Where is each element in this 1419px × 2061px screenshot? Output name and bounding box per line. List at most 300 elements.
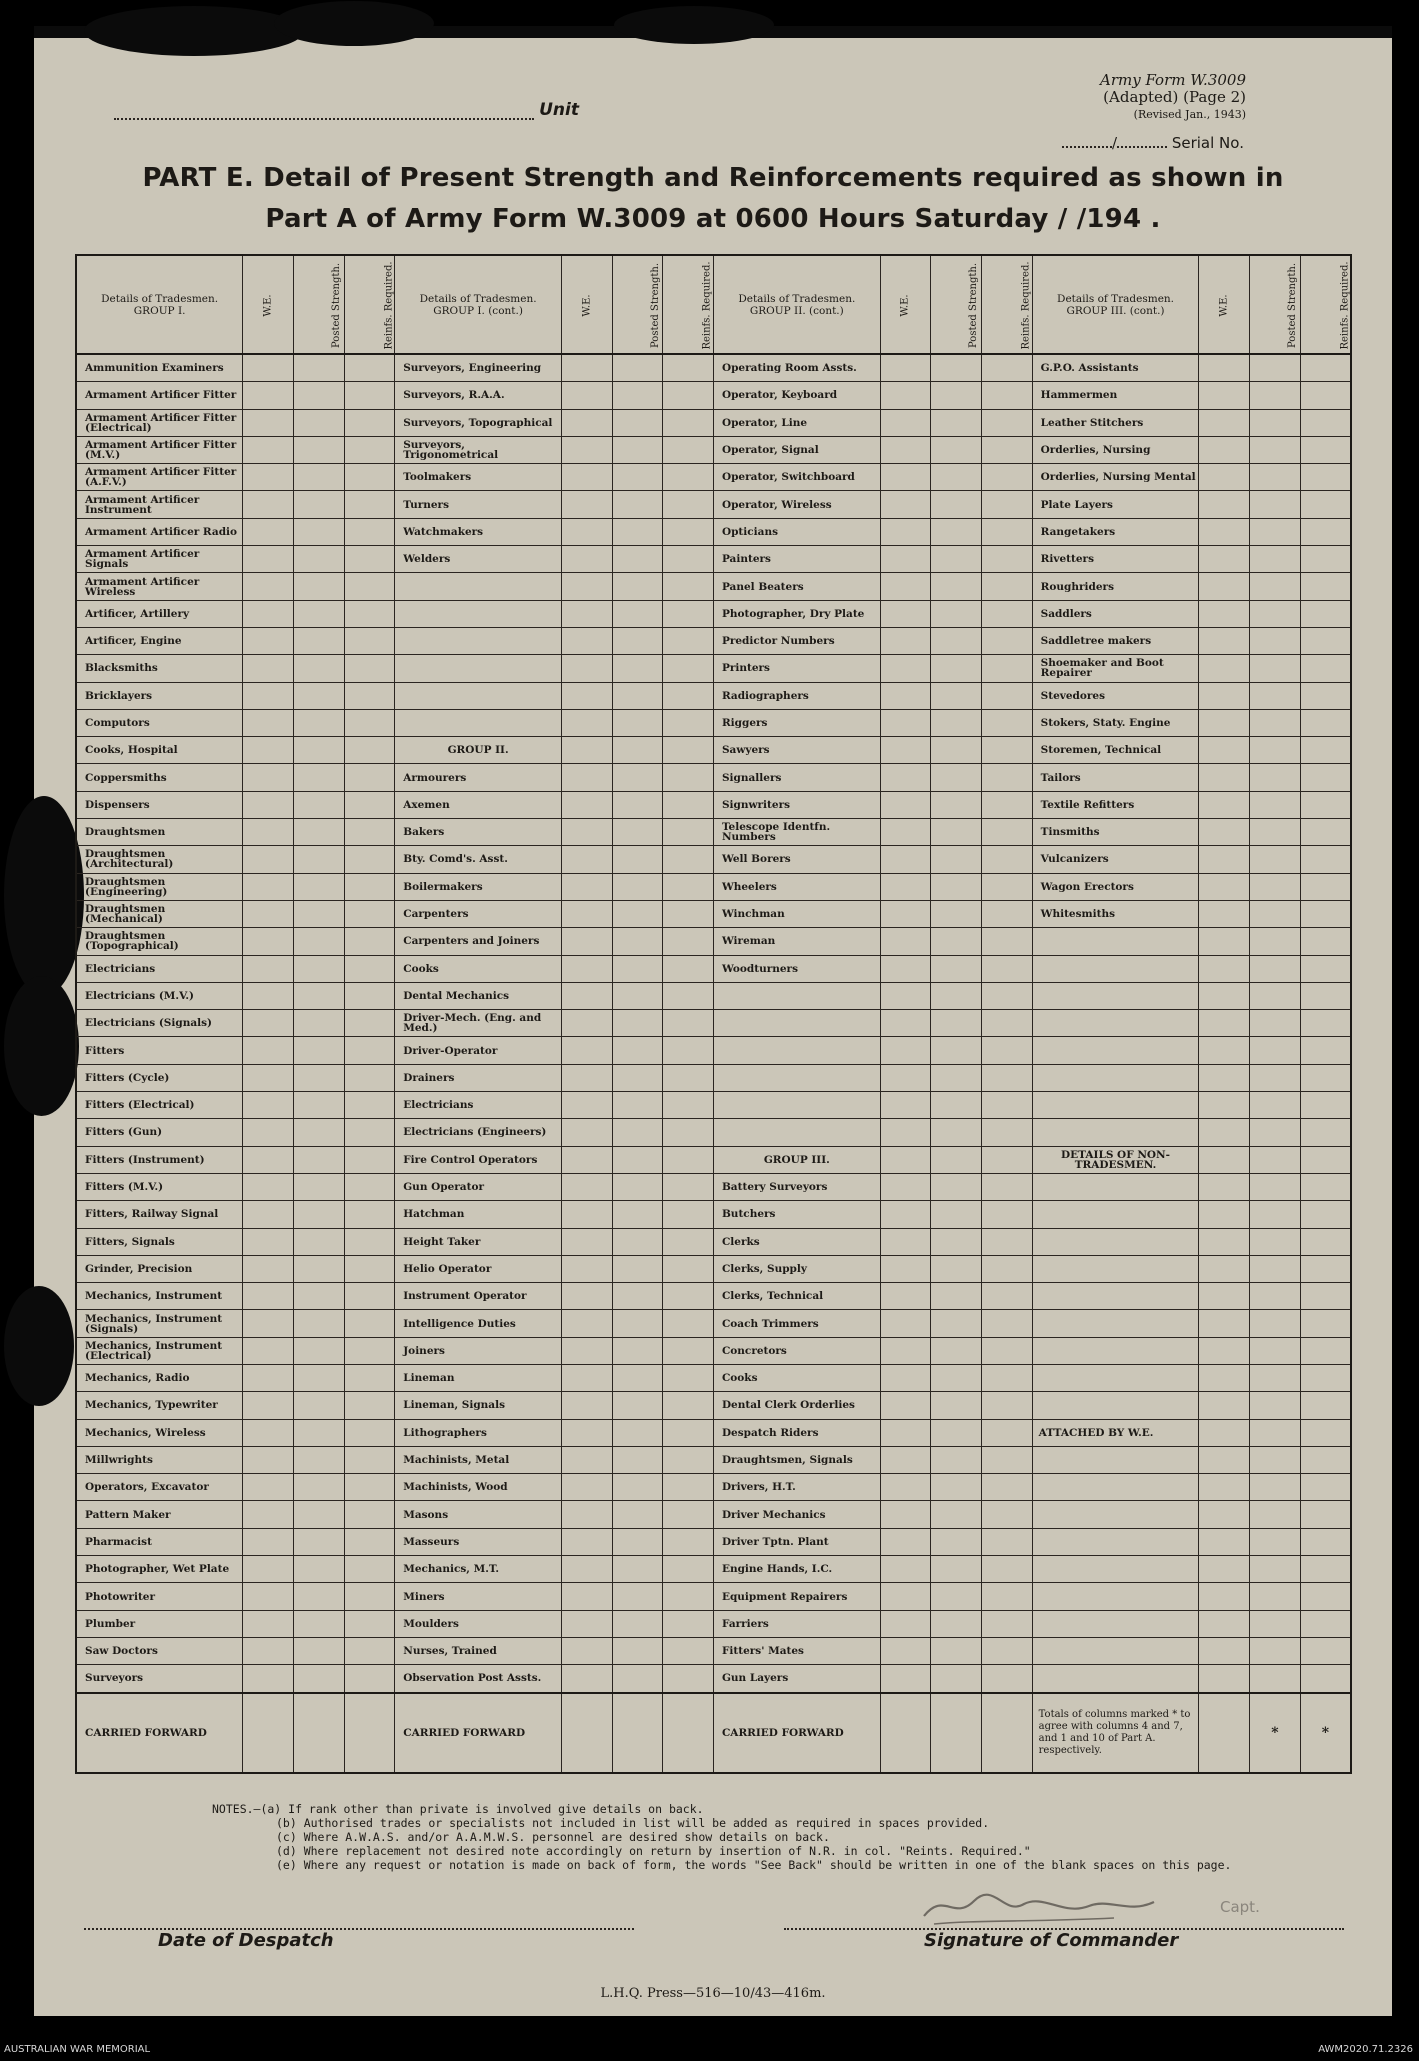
entry-cell[interactable]: [293, 682, 344, 709]
entry-cell[interactable]: [663, 655, 714, 682]
entry-cell[interactable]: [880, 491, 931, 518]
entry-cell[interactable]: [612, 1201, 663, 1228]
entry-cell[interactable]: [880, 819, 931, 846]
entry-cell[interactable]: [663, 409, 714, 436]
entry-cell[interactable]: [561, 737, 612, 764]
entry-cell[interactable]: [663, 1610, 714, 1637]
entry-cell[interactable]: [612, 491, 663, 518]
entry-cell[interactable]: [612, 1173, 663, 1200]
entry-cell[interactable]: [561, 1392, 612, 1419]
entry-cell[interactable]: [663, 1474, 714, 1501]
entry-cell[interactable]: [293, 655, 344, 682]
entry-cell[interactable]: [1300, 1501, 1351, 1528]
entry-cell[interactable]: [880, 846, 931, 873]
entry-cell[interactable]: [243, 1092, 294, 1119]
entry-cell[interactable]: [982, 546, 1033, 573]
entry-cell[interactable]: [931, 846, 982, 873]
entry-cell[interactable]: [663, 1092, 714, 1119]
entry-cell[interactable]: [561, 1228, 612, 1255]
entry-cell[interactable]: [1250, 1637, 1301, 1664]
entry-cell[interactable]: [561, 1146, 612, 1173]
entry-cell[interactable]: [293, 1037, 344, 1064]
entry-cell[interactable]: [612, 709, 663, 736]
entry-cell[interactable]: [1250, 1610, 1301, 1637]
entry-cell[interactable]: [880, 682, 931, 709]
entry-cell[interactable]: [344, 873, 395, 900]
entry-cell[interactable]: [880, 409, 931, 436]
entry-cell[interactable]: [880, 873, 931, 900]
entry-cell[interactable]: [931, 1010, 982, 1037]
total-cell[interactable]: [1199, 1693, 1250, 1773]
entry-cell[interactable]: [931, 1583, 982, 1610]
entry-cell[interactable]: [1199, 1556, 1250, 1583]
entry-cell[interactable]: [880, 955, 931, 982]
entry-cell[interactable]: [1300, 409, 1351, 436]
entry-cell[interactable]: [293, 1583, 344, 1610]
entry-cell[interactable]: [880, 382, 931, 409]
entry-cell[interactable]: [344, 1119, 395, 1146]
entry-cell[interactable]: [663, 436, 714, 463]
entry-cell[interactable]: [293, 928, 344, 955]
entry-cell[interactable]: [880, 928, 931, 955]
entry-cell[interactable]: [880, 354, 931, 382]
entry-cell[interactable]: [293, 464, 344, 491]
entry-cell[interactable]: [561, 819, 612, 846]
entry-cell[interactable]: [931, 1037, 982, 1064]
entry-cell[interactable]: [1250, 682, 1301, 709]
entry-cell[interactable]: [1199, 600, 1250, 627]
entry-cell[interactable]: [982, 1528, 1033, 1555]
serial-field-b[interactable]: [1117, 134, 1167, 148]
entry-cell[interactable]: [1199, 1637, 1250, 1664]
entry-cell[interactable]: [243, 1201, 294, 1228]
entry-cell[interactable]: [982, 764, 1033, 791]
entry-cell[interactable]: [612, 1583, 663, 1610]
entry-cell[interactable]: [663, 900, 714, 927]
entry-cell[interactable]: [982, 1283, 1033, 1310]
entry-cell[interactable]: [1300, 1064, 1351, 1091]
entry-cell[interactable]: [1199, 491, 1250, 518]
entry-cell[interactable]: [1199, 1010, 1250, 1037]
entry-cell[interactable]: [1250, 1201, 1301, 1228]
entry-cell[interactable]: [243, 573, 294, 600]
entry-cell[interactable]: [344, 1364, 395, 1391]
entry-cell[interactable]: [612, 655, 663, 682]
entry-cell[interactable]: [1300, 1228, 1351, 1255]
entry-cell[interactable]: [1250, 354, 1301, 382]
entry-cell[interactable]: [931, 354, 982, 382]
entry-cell[interactable]: [982, 1146, 1033, 1173]
entry-cell[interactable]: [1199, 1583, 1250, 1610]
entry-cell[interactable]: [982, 1392, 1033, 1419]
entry-cell[interactable]: [1250, 1092, 1301, 1119]
entry-cell[interactable]: [880, 1064, 931, 1091]
entry-cell[interactable]: [982, 1583, 1033, 1610]
total-cell[interactable]: [561, 1693, 612, 1773]
entry-cell[interactable]: [663, 464, 714, 491]
entry-cell[interactable]: [1199, 982, 1250, 1009]
entry-cell[interactable]: [612, 1092, 663, 1119]
entry-cell[interactable]: [663, 791, 714, 818]
entry-cell[interactable]: [931, 928, 982, 955]
entry-cell[interactable]: [1250, 1528, 1301, 1555]
entry-cell[interactable]: [612, 1255, 663, 1282]
entry-cell[interactable]: [243, 1364, 294, 1391]
entry-cell[interactable]: [612, 1474, 663, 1501]
entry-cell[interactable]: [1199, 737, 1250, 764]
entry-cell[interactable]: [1300, 900, 1351, 927]
entry-cell[interactable]: [612, 627, 663, 654]
entry-cell[interactable]: [1250, 1228, 1301, 1255]
entry-cell[interactable]: [243, 1610, 294, 1637]
entry-cell[interactable]: [344, 1092, 395, 1119]
entry-cell[interactable]: [982, 1173, 1033, 1200]
entry-cell[interactable]: [243, 1283, 294, 1310]
entry-cell[interactable]: [880, 1583, 931, 1610]
entry-cell[interactable]: [663, 764, 714, 791]
entry-cell[interactable]: [1300, 354, 1351, 382]
entry-cell[interactable]: [1300, 600, 1351, 627]
entry-cell[interactable]: [243, 1474, 294, 1501]
serial-field-a[interactable]: [1062, 134, 1112, 148]
entry-cell[interactable]: [880, 1255, 931, 1282]
entry-cell[interactable]: [931, 819, 982, 846]
entry-cell[interactable]: [663, 354, 714, 382]
entry-cell[interactable]: [931, 1255, 982, 1282]
entry-cell[interactable]: [344, 436, 395, 463]
entry-cell[interactable]: [880, 1610, 931, 1637]
entry-cell[interactable]: [1199, 409, 1250, 436]
entry-cell[interactable]: [1199, 873, 1250, 900]
entry-cell[interactable]: [1199, 1392, 1250, 1419]
entry-cell[interactable]: [293, 1146, 344, 1173]
entry-cell[interactable]: [243, 1528, 294, 1555]
entry-cell[interactable]: [1300, 709, 1351, 736]
entry-cell[interactable]: [663, 682, 714, 709]
entry-cell[interactable]: [1199, 464, 1250, 491]
entry-cell[interactable]: [982, 1119, 1033, 1146]
entry-cell[interactable]: [880, 1283, 931, 1310]
entry-cell[interactable]: [663, 873, 714, 900]
entry-cell[interactable]: [880, 1392, 931, 1419]
entry-cell[interactable]: [612, 1010, 663, 1037]
entry-cell[interactable]: [1250, 900, 1301, 927]
entry-cell[interactable]: [1300, 928, 1351, 955]
total-cell[interactable]: [982, 1693, 1033, 1773]
entry-cell[interactable]: [293, 819, 344, 846]
entry-cell[interactable]: [1250, 764, 1301, 791]
entry-cell[interactable]: [1199, 546, 1250, 573]
entry-cell[interactable]: [344, 1474, 395, 1501]
entry-cell[interactable]: [982, 518, 1033, 545]
entry-cell[interactable]: [663, 1201, 714, 1228]
entry-cell[interactable]: [931, 1337, 982, 1364]
entry-cell[interactable]: [344, 846, 395, 873]
entry-cell[interactable]: [663, 1173, 714, 1200]
entry-cell[interactable]: [1300, 1255, 1351, 1282]
entry-cell[interactable]: [293, 1610, 344, 1637]
entry-cell[interactable]: [612, 819, 663, 846]
entry-cell[interactable]: [1250, 737, 1301, 764]
entry-cell[interactable]: [344, 1610, 395, 1637]
entry-cell[interactable]: [1300, 1583, 1351, 1610]
entry-cell[interactable]: [344, 982, 395, 1009]
entry-cell[interactable]: [561, 546, 612, 573]
entry-cell[interactable]: [344, 1419, 395, 1446]
entry-cell[interactable]: [561, 1419, 612, 1446]
entry-cell[interactable]: [1199, 1037, 1250, 1064]
total-cell[interactable]: [663, 1693, 714, 1773]
entry-cell[interactable]: [344, 1337, 395, 1364]
entry-cell[interactable]: [344, 1010, 395, 1037]
entry-cell[interactable]: [931, 1364, 982, 1391]
entry-cell[interactable]: [612, 600, 663, 627]
entry-cell[interactable]: [1199, 382, 1250, 409]
entry-cell[interactable]: [1199, 1364, 1250, 1391]
entry-cell[interactable]: [561, 464, 612, 491]
entry-cell[interactable]: [293, 1010, 344, 1037]
entry-cell[interactable]: [1250, 928, 1301, 955]
entry-cell[interactable]: [293, 1064, 344, 1091]
entry-cell[interactable]: [1300, 1310, 1351, 1337]
entry-cell[interactable]: [561, 354, 612, 382]
entry-cell[interactable]: [243, 1501, 294, 1528]
entry-cell[interactable]: [561, 791, 612, 818]
entry-cell[interactable]: [931, 1146, 982, 1173]
entry-cell[interactable]: [293, 1173, 344, 1200]
entry-cell[interactable]: [1199, 1283, 1250, 1310]
entry-cell[interactable]: [612, 464, 663, 491]
entry-cell[interactable]: [612, 1446, 663, 1473]
entry-cell[interactable]: [1199, 1119, 1250, 1146]
entry-cell[interactable]: [344, 1228, 395, 1255]
entry-cell[interactable]: [293, 491, 344, 518]
entry-cell[interactable]: [931, 791, 982, 818]
entry-cell[interactable]: [293, 627, 344, 654]
entry-cell[interactable]: [982, 1637, 1033, 1664]
entry-cell[interactable]: [880, 1337, 931, 1364]
entry-cell[interactable]: [1199, 518, 1250, 545]
entry-cell[interactable]: [982, 354, 1033, 382]
entry-cell[interactable]: [982, 1556, 1033, 1583]
entry-cell[interactable]: [982, 791, 1033, 818]
entry-cell[interactable]: [931, 1392, 982, 1419]
entry-cell[interactable]: [612, 1637, 663, 1664]
entry-cell[interactable]: [1300, 1364, 1351, 1391]
entry-cell[interactable]: [982, 1337, 1033, 1364]
entry-cell[interactable]: [293, 1310, 344, 1337]
unit-field[interactable]: [114, 104, 534, 120]
entry-cell[interactable]: [243, 1392, 294, 1419]
entry-cell[interactable]: [982, 819, 1033, 846]
entry-cell[interactable]: [982, 600, 1033, 627]
entry-cell[interactable]: [561, 1446, 612, 1473]
entry-cell[interactable]: [880, 1419, 931, 1446]
entry-cell[interactable]: [931, 1092, 982, 1119]
entry-cell[interactable]: [293, 873, 344, 900]
entry-cell[interactable]: [1250, 546, 1301, 573]
entry-cell[interactable]: [243, 1064, 294, 1091]
entry-cell[interactable]: [293, 1556, 344, 1583]
entry-cell[interactable]: [561, 682, 612, 709]
entry-cell[interactable]: [344, 600, 395, 627]
entry-cell[interactable]: [293, 737, 344, 764]
entry-cell[interactable]: [931, 409, 982, 436]
entry-cell[interactable]: [243, 436, 294, 463]
entry-cell[interactable]: [561, 627, 612, 654]
entry-cell[interactable]: [293, 1474, 344, 1501]
entry-cell[interactable]: [243, 1255, 294, 1282]
entry-cell[interactable]: [663, 1119, 714, 1146]
entry-cell[interactable]: [612, 682, 663, 709]
entry-cell[interactable]: [243, 955, 294, 982]
entry-cell[interactable]: [880, 737, 931, 764]
entry-cell[interactable]: [982, 1474, 1033, 1501]
entry-cell[interactable]: [1250, 873, 1301, 900]
entry-cell[interactable]: [663, 1665, 714, 1693]
entry-cell[interactable]: [293, 1528, 344, 1555]
entry-cell[interactable]: [344, 573, 395, 600]
entry-cell[interactable]: [293, 764, 344, 791]
entry-cell[interactable]: [663, 1583, 714, 1610]
entry-cell[interactable]: [1300, 955, 1351, 982]
entry-cell[interactable]: [243, 464, 294, 491]
entry-cell[interactable]: [931, 1637, 982, 1664]
entry-cell[interactable]: [561, 928, 612, 955]
entry-cell[interactable]: [243, 409, 294, 436]
entry-cell[interactable]: [982, 1201, 1033, 1228]
entry-cell[interactable]: [931, 1528, 982, 1555]
entry-cell[interactable]: [663, 846, 714, 873]
entry-cell[interactable]: [293, 1364, 344, 1391]
entry-cell[interactable]: [561, 1010, 612, 1037]
entry-cell[interactable]: [561, 600, 612, 627]
entry-cell[interactable]: [880, 464, 931, 491]
entry-cell[interactable]: [293, 382, 344, 409]
entry-cell[interactable]: [1199, 900, 1250, 927]
entry-cell[interactable]: [880, 1010, 931, 1037]
entry-cell[interactable]: [561, 846, 612, 873]
entry-cell[interactable]: [344, 1637, 395, 1664]
entry-cell[interactable]: [663, 1392, 714, 1419]
entry-cell[interactable]: [243, 764, 294, 791]
entry-cell[interactable]: [1300, 819, 1351, 846]
entry-cell[interactable]: [1250, 819, 1301, 846]
entry-cell[interactable]: [663, 1637, 714, 1664]
entry-cell[interactable]: [243, 1037, 294, 1064]
entry-cell[interactable]: [344, 1501, 395, 1528]
entry-cell[interactable]: [561, 1665, 612, 1693]
entry-cell[interactable]: [1199, 682, 1250, 709]
entry-cell[interactable]: [982, 900, 1033, 927]
entry-cell[interactable]: [880, 982, 931, 1009]
entry-cell[interactable]: [931, 1610, 982, 1637]
entry-cell[interactable]: [344, 955, 395, 982]
entry-cell[interactable]: [561, 764, 612, 791]
entry-cell[interactable]: [243, 1637, 294, 1664]
entry-cell[interactable]: [982, 955, 1033, 982]
entry-cell[interactable]: [1199, 819, 1250, 846]
entry-cell[interactable]: [931, 982, 982, 1009]
entry-cell[interactable]: [561, 1474, 612, 1501]
entry-cell[interactable]: [663, 982, 714, 1009]
entry-cell[interactable]: [561, 1610, 612, 1637]
entry-cell[interactable]: [1199, 627, 1250, 654]
entry-cell[interactable]: [561, 982, 612, 1009]
entry-cell[interactable]: [880, 1119, 931, 1146]
entry-cell[interactable]: [1250, 409, 1301, 436]
entry-cell[interactable]: [982, 1228, 1033, 1255]
entry-cell[interactable]: [561, 491, 612, 518]
entry-cell[interactable]: [982, 1610, 1033, 1637]
entry-cell[interactable]: [1199, 1665, 1250, 1693]
entry-cell[interactable]: [293, 1637, 344, 1664]
entry-cell[interactable]: [663, 709, 714, 736]
entry-cell[interactable]: [293, 573, 344, 600]
entry-cell[interactable]: [243, 1119, 294, 1146]
entry-cell[interactable]: [1250, 1010, 1301, 1037]
entry-cell[interactable]: [344, 1528, 395, 1555]
entry-cell[interactable]: [344, 1665, 395, 1693]
entry-cell[interactable]: [931, 1419, 982, 1446]
entry-cell[interactable]: [243, 1446, 294, 1473]
entry-cell[interactable]: [612, 1501, 663, 1528]
entry-cell[interactable]: [612, 900, 663, 927]
entry-cell[interactable]: [1199, 1146, 1250, 1173]
entry-cell[interactable]: [931, 1446, 982, 1473]
entry-cell[interactable]: [880, 436, 931, 463]
entry-cell[interactable]: [663, 1419, 714, 1446]
entry-cell[interactable]: [982, 1364, 1033, 1391]
entry-cell[interactable]: [344, 1173, 395, 1200]
entry-cell[interactable]: [1199, 955, 1250, 982]
entry-cell[interactable]: [293, 546, 344, 573]
entry-cell[interactable]: [561, 573, 612, 600]
entry-cell[interactable]: [293, 1119, 344, 1146]
entry-cell[interactable]: [982, 873, 1033, 900]
entry-cell[interactable]: [931, 1228, 982, 1255]
entry-cell[interactable]: [931, 436, 982, 463]
entry-cell[interactable]: [243, 737, 294, 764]
entry-cell[interactable]: [293, 1419, 344, 1446]
entry-cell[interactable]: [344, 1583, 395, 1610]
entry-cell[interactable]: [243, 627, 294, 654]
entry-cell[interactable]: [243, 928, 294, 955]
entry-cell[interactable]: [1199, 1255, 1250, 1282]
entry-cell[interactable]: [344, 1037, 395, 1064]
entry-cell[interactable]: [293, 982, 344, 1009]
entry-cell[interactable]: [243, 873, 294, 900]
entry-cell[interactable]: [344, 1146, 395, 1173]
entry-cell[interactable]: [344, 819, 395, 846]
entry-cell[interactable]: [1250, 1064, 1301, 1091]
entry-cell[interactable]: [880, 518, 931, 545]
entry-cell[interactable]: [931, 518, 982, 545]
entry-cell[interactable]: [243, 900, 294, 927]
entry-cell[interactable]: [344, 1283, 395, 1310]
entry-cell[interactable]: [1199, 354, 1250, 382]
entry-cell[interactable]: [982, 627, 1033, 654]
entry-cell[interactable]: [243, 1173, 294, 1200]
total-cell[interactable]: [931, 1693, 982, 1773]
entry-cell[interactable]: [344, 682, 395, 709]
entry-cell[interactable]: [1250, 791, 1301, 818]
entry-cell[interactable]: [561, 1255, 612, 1282]
entry-cell[interactable]: [1250, 1037, 1301, 1064]
entry-cell[interactable]: [1300, 627, 1351, 654]
entry-cell[interactable]: [1199, 1419, 1250, 1446]
entry-cell[interactable]: [663, 1364, 714, 1391]
